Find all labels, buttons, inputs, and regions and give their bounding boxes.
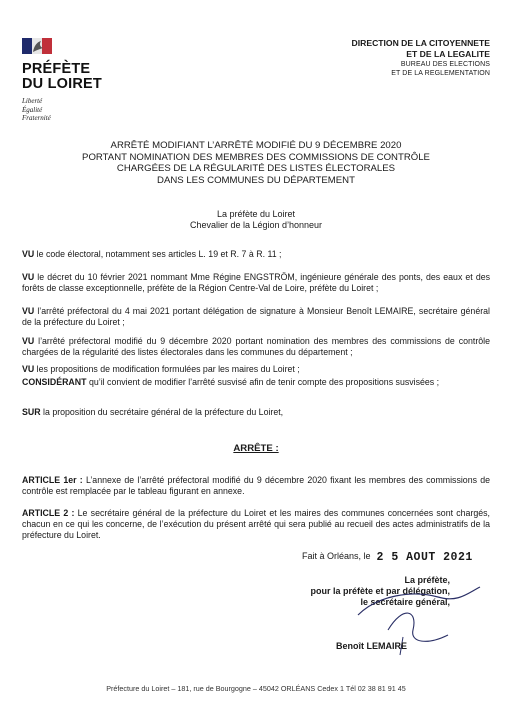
article-text: Le secrétaire général de la préfecture du Loiret et les maires des communes concernées sont chargés, chacun en ce qui les concerne, de l’exécution du présent arrêté qui sera publié au recueil des actes administratifs de la préfecture du Loiret. [22,508,491,540]
department-header [230,38,490,78]
article-2 [22,508,490,541]
footer-address: Préfecture du Loiret – 181, rue de Bourgogne – 45042 ORLÉANS Cedex 1 Tél 02 38 81 91 45 [106,684,406,693]
motto-egalite: Égalité [22,105,43,114]
motto-fraternite: Fraternité [22,114,51,122]
visa-text: l’arrêté préfectoral modifié du 9 décembre 2020 portant nomination des membres des commissions de contrôle chargées de la régularité des listes électorales dans les communes du département ; [22,336,490,357]
authority-line-1: La préfète du Loiret [216,209,296,219]
logo-line-1: PRÉFÈTE [22,61,91,77]
date-stamp: 2 5 AOUT 2021 [376,551,473,564]
sig-line-2: pour la préfète et par délégation, [310,586,450,597]
title-line-2: PORTANT NOMINATION DES MEMBRES DES COMMISSIONS DE CONTRÔLE [82,151,430,163]
visa-text: les propositions de modification formulées par les maires du Loiret ; [34,364,300,374]
signer-name: Benoît LEMAIRE [336,641,407,651]
sig-line-3: le secrétaire général, [360,597,450,608]
authority-line-2: Chevalier de la Légion d’honneur [189,220,323,230]
signature-place: Fait à Orléans, le [302,551,371,561]
visa-5 [22,364,490,375]
motto [22,97,112,123]
visa-text: la proposition du secrétaire général de la préfecture du Loiret, [40,407,284,417]
decree-heading: ARRÊTE : [233,443,279,454]
direction-title-2: ET DE LA LEGALITE [406,49,490,59]
title-line-3: CHARGÉES DE LA RÉGULARITÉ DES LISTES ÉLECTORALES [116,163,396,175]
visa-text: qu’il convient de modifier l’arrêté susvisé afin de tenir compte des propositions susvisées ; [86,377,440,387]
visa-keyword: VU [22,336,35,346]
marianne-icon [22,38,56,54]
authority [100,209,412,231]
visa-text: l’arrêté préfectoral du 4 mai 2021 portant délégation de signature à Monsieur Benoît LEMAIRE, secrétaire général de la préfecture du Loiret ; [22,306,490,327]
handwritten-signature [318,575,488,665]
article-text: L’annexe de l’arrêté préfectoral modifié du 9 décembre 2020 fixant les membres des commissions de contrôle est remplacée par le tableau figurant en annexe. [22,475,490,496]
decree-title [40,140,472,186]
visa-3 [22,306,490,328]
visa-keyword: CONSIDÉRANT [22,377,87,387]
title-line-4: DANS LES COMMUNES DU DÉPARTEMENT [157,174,355,186]
direction-title: DIRECTION DE LA CITOYENNETE [351,38,490,48]
article-1 [22,475,490,497]
visa-4 [22,336,490,358]
sur [22,407,490,418]
considerant [22,377,490,388]
visa-keyword: VU [22,272,35,282]
visa-1 [22,249,490,260]
motto-liberte: Liberté [22,97,43,105]
visa-keyword: VU [22,249,35,259]
visa-keyword: VU [22,364,35,374]
visa-text: le code électoral, notamment ses articles L. 19 et R. 7 à R. 11 ; [34,249,282,259]
visa-text: le décret du 10 février 2021 nommant Mme Régine ENGSTRÖM, ingénieure générale des ponts, des eaux et des forêts de classe exceptionnelle, préfète de la Région Centre-Val de Loire, préfète du Loiret ; [22,272,490,293]
title-line-1: ARRÊTÉ MODIFIANT L’ARRÊTÉ MODIFIÉ DU 9 DÉCEMBRE 2020 [110,140,402,151]
bureau-line-1: BUREAU DES ELECTIONS [400,61,490,68]
article-keyword: ARTICLE 1er : [22,475,83,485]
article-keyword: ARTICLE 2 : [22,508,75,518]
visa-keyword: SUR [22,407,41,417]
logo-line-2: DU LOIRET [22,76,102,92]
visa-2 [22,272,490,294]
bureau-line-2: ET DE LA REGLEMENTATION [391,70,490,77]
signature-date-line [302,551,473,564]
sig-line-1: La préfète, [404,575,450,585]
prefecture-logo [22,38,112,123]
visa-keyword: VU [22,306,35,316]
